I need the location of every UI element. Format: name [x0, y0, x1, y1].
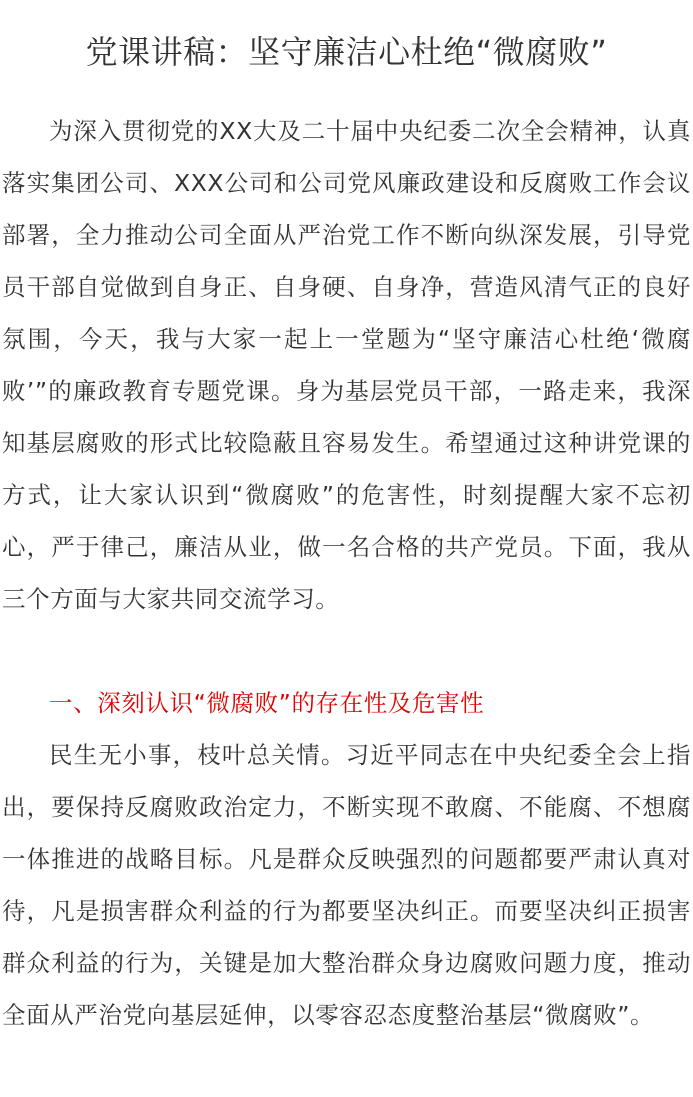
section-heading: 一、深刻认识“微腐败”的存在性及危害性 — [49, 689, 485, 717]
body-paragraph: 民生无小事，枝叶总关情。习近平同志在中央纪委全会上指出，要保持反腐败政治定力，不断实现不敢腐、不能腐、不想腐一体推进的战略目标。凡是群众反映强烈的问题都要严肃认真对待，凡是损害群众利益的行为都要坚决纠正。而要坚决纠正损害群众利益的行为，关键是加大整治群众身边腐败问题力度，推动全面从严治党向基层延伸，以零容忍态度整治基层“微腐败”。 — [2, 741, 691, 1029]
article-title: 党课讲稿：坚守廉洁心杜绝“微腐败” — [85, 33, 608, 71]
intro-paragraph: 为深入贯彻党的XX大及二十届中央纪委二次全会精神，认真落实集团公司、XXX公司和公司党风廉政建设和反腐败工作会议部署，全力推动公司全面从严治党工作不断向纵深发展，引导党员干部自觉做到自身正、自身硬、自身净，营造风清气正的良好氛围，今天，我与大家一起上一堂题为“坚守廉洁心杜绝‘微腐败’”的廉政教育专题党课。身为基层党员干部，一路走来，我深知基层腐败的形式比较隐蔽且容易发生。希望通过这种讲党课的方式，让大家认识到“微腐败”的危害性，时刻提醒大家不忘初心，严于律己，廉洁从业，做一名合格的共产党员。下面，我从三个方面与大家共同交流学习。 — [2, 117, 691, 613]
